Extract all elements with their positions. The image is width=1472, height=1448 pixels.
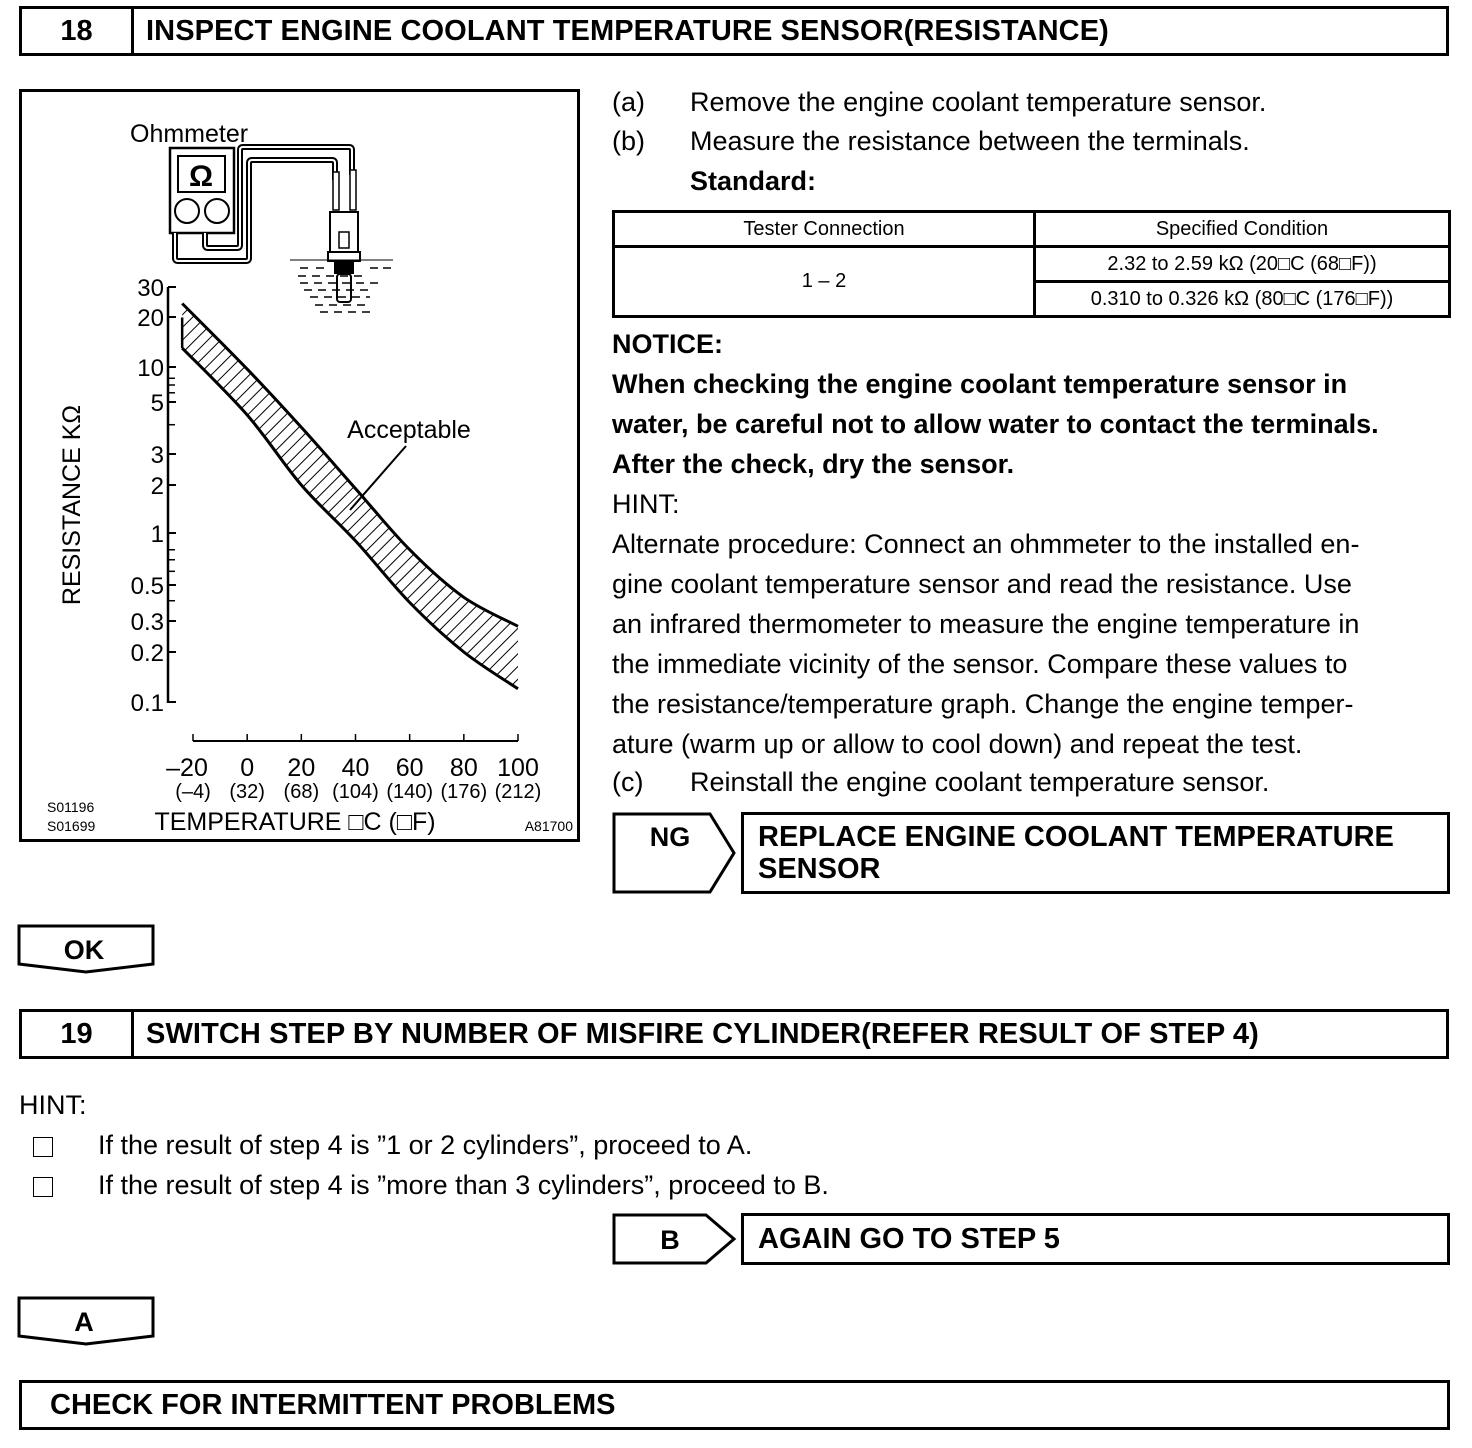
x-tick-sublabel: (140) bbox=[386, 781, 434, 803]
x-tick-sublabel: (32) bbox=[229, 781, 265, 803]
cell-condition-20c: 2.32 to 2.59 kΩ (20□C (68□F)) bbox=[1035, 247, 1450, 282]
x-tick-label: 80 bbox=[449, 754, 478, 782]
final-step-title: CHECK FOR INTERMITTENT PROBLEMS bbox=[50, 1389, 616, 1421]
ref-code-right: A81700 bbox=[524, 818, 573, 834]
final-step-box bbox=[19, 1380, 1450, 1430]
step-a-text: Remove the engine coolant temperature sensor. bbox=[690, 87, 1267, 117]
y-tick-label: 1 bbox=[150, 521, 164, 548]
hint-line: ature (warm up or allow to cool down) and repeat the test. bbox=[612, 729, 1303, 759]
ng-branch-tag[interactable] bbox=[612, 812, 738, 894]
ref-code-left-1: S01196 bbox=[47, 799, 95, 815]
x-tick-sublabel: (–4) bbox=[175, 781, 211, 803]
a-label: A bbox=[74, 1307, 94, 1337]
step-number: 19 bbox=[22, 1012, 134, 1056]
x-tick-sublabel: (176) bbox=[440, 781, 488, 803]
hint-line: the immediate vicinity of the sensor. Compare these values to bbox=[612, 649, 1348, 679]
ng-label: NG bbox=[649, 822, 691, 852]
b-branch-tag[interactable] bbox=[612, 1213, 738, 1265]
table-row bbox=[614, 247, 1450, 282]
header-tester-connection: Tester Connection bbox=[614, 212, 1035, 247]
b-action-box bbox=[741, 1213, 1450, 1265]
step-a-marker: (a) bbox=[612, 87, 645, 117]
notice-label: NOTICE: bbox=[612, 329, 723, 359]
notice-line: After the check, dry the sensor. bbox=[612, 449, 1015, 479]
y-axis-label: RESISTANCE KΩ bbox=[58, 404, 86, 606]
y-tick-label: 0.5 bbox=[130, 573, 164, 600]
step-18-header bbox=[19, 6, 1449, 56]
hint-line: Alternate procedure: Connect an ohmmeter to the installed en- bbox=[612, 529, 1360, 559]
standard-label: Standard: bbox=[690, 166, 817, 196]
x-axis-label: TEMPERATURE □C (□F) bbox=[154, 808, 436, 836]
x-tick-label: 100 bbox=[497, 754, 539, 782]
ng-action-line: SENSOR bbox=[758, 853, 881, 885]
hint-label: HINT: bbox=[19, 1090, 87, 1120]
hint-line: an infrared thermometer to measure the engine temperature in bbox=[612, 609, 1360, 639]
y-tick-label: 2 bbox=[150, 473, 164, 500]
y-tick-label: 3 bbox=[150, 442, 164, 469]
x-tick-label: 0 bbox=[240, 754, 255, 782]
notice-line: When checking the engine coolant temperature sensor in bbox=[612, 369, 1348, 399]
cell-condition-80c: 0.310 to 0.326 kΩ (80□C (176□F)) bbox=[1035, 282, 1450, 317]
hint-label: HINT: bbox=[612, 489, 680, 519]
y-tick-label: 0.3 bbox=[130, 609, 164, 636]
spec-table bbox=[612, 210, 1451, 318]
ok-branch-tag[interactable] bbox=[17, 924, 157, 974]
y-tick-label: 10 bbox=[137, 355, 164, 382]
a-branch-tag[interactable] bbox=[17, 1296, 157, 1346]
resistance-temperature-chart bbox=[58, 275, 541, 836]
sensor-figure bbox=[19, 89, 580, 842]
step-title: SWITCH STEP BY NUMBER OF MISFIRE CYLINDER(REFER RESULT OF STEP 4) bbox=[146, 1017, 1259, 1050]
ok-label: OK bbox=[63, 935, 105, 965]
y-tick-label: 20 bbox=[137, 305, 164, 332]
band-upper-edge bbox=[182, 304, 518, 627]
b-label: B bbox=[660, 1225, 680, 1255]
x-tick-sublabel: (68) bbox=[283, 781, 320, 803]
y-tick-label: 0.2 bbox=[130, 640, 164, 667]
notice-line: water, be careful not to allow water to contact the terminals. bbox=[612, 409, 1379, 439]
figure-canvas bbox=[22, 92, 577, 839]
step-c-marker: (c) bbox=[612, 767, 644, 797]
y-tick-label: 0.1 bbox=[130, 690, 164, 717]
annotation-leader-line bbox=[350, 446, 406, 510]
hint-item: If the result of step 4 is ”more than 3 cylinders”, proceed to B. bbox=[98, 1170, 829, 1200]
header-specified-condition: Specified Condition bbox=[1035, 212, 1450, 247]
checkbox-icon bbox=[33, 1177, 53, 1197]
ohmmeter-icon bbox=[130, 120, 352, 261]
step-b-text: Measure the resistance between the terminals. bbox=[690, 126, 1250, 156]
hint-line: the resistance/temperature graph. Change the engine temper- bbox=[612, 689, 1354, 719]
step-title: INSPECT ENGINE COOLANT TEMPERATURE SENSOR(RESISTANCE) bbox=[146, 14, 1109, 47]
ng-action-line: REPLACE ENGINE COOLANT TEMPERATURE bbox=[758, 821, 1394, 853]
step-b-marker: (b) bbox=[612, 126, 645, 156]
ohmmeter-label: Ohmmeter bbox=[130, 120, 249, 148]
sensor-in-water-icon bbox=[290, 170, 393, 312]
x-tick-label: 20 bbox=[287, 754, 316, 782]
y-tick-label: 30 bbox=[137, 275, 164, 302]
x-tick-label: 60 bbox=[395, 754, 424, 782]
hint-item: If the result of step 4 is ”1 or 2 cylinders”, proceed to A. bbox=[98, 1130, 753, 1160]
ref-code-left-2: S01699 bbox=[47, 818, 96, 834]
ohm-symbol: Ω bbox=[188, 160, 214, 193]
x-tick-sublabel: (212) bbox=[494, 781, 542, 803]
x-tick-label: 40 bbox=[341, 754, 370, 782]
ng-action-box bbox=[741, 812, 1450, 894]
x-tick-label: –20 bbox=[166, 754, 208, 782]
x-tick-sublabel: (104) bbox=[332, 781, 379, 803]
checkbox-icon bbox=[33, 1137, 53, 1157]
hint-line: gine coolant temperature sensor and read the resistance. Use bbox=[612, 569, 1352, 599]
table-header-row bbox=[614, 212, 1450, 247]
step-c-text: Reinstall the engine coolant temperature sensor. bbox=[690, 767, 1270, 797]
cell-connection: 1 – 2 bbox=[614, 247, 1035, 317]
acceptable-annotation: Acceptable bbox=[347, 416, 471, 444]
y-tick-label: 5 bbox=[150, 390, 164, 417]
step-19-header bbox=[19, 1009, 1449, 1059]
b-action-text: AGAIN GO TO STEP 5 bbox=[758, 1223, 1060, 1255]
acceptable-band bbox=[182, 304, 518, 689]
step-number: 18 bbox=[22, 9, 134, 53]
